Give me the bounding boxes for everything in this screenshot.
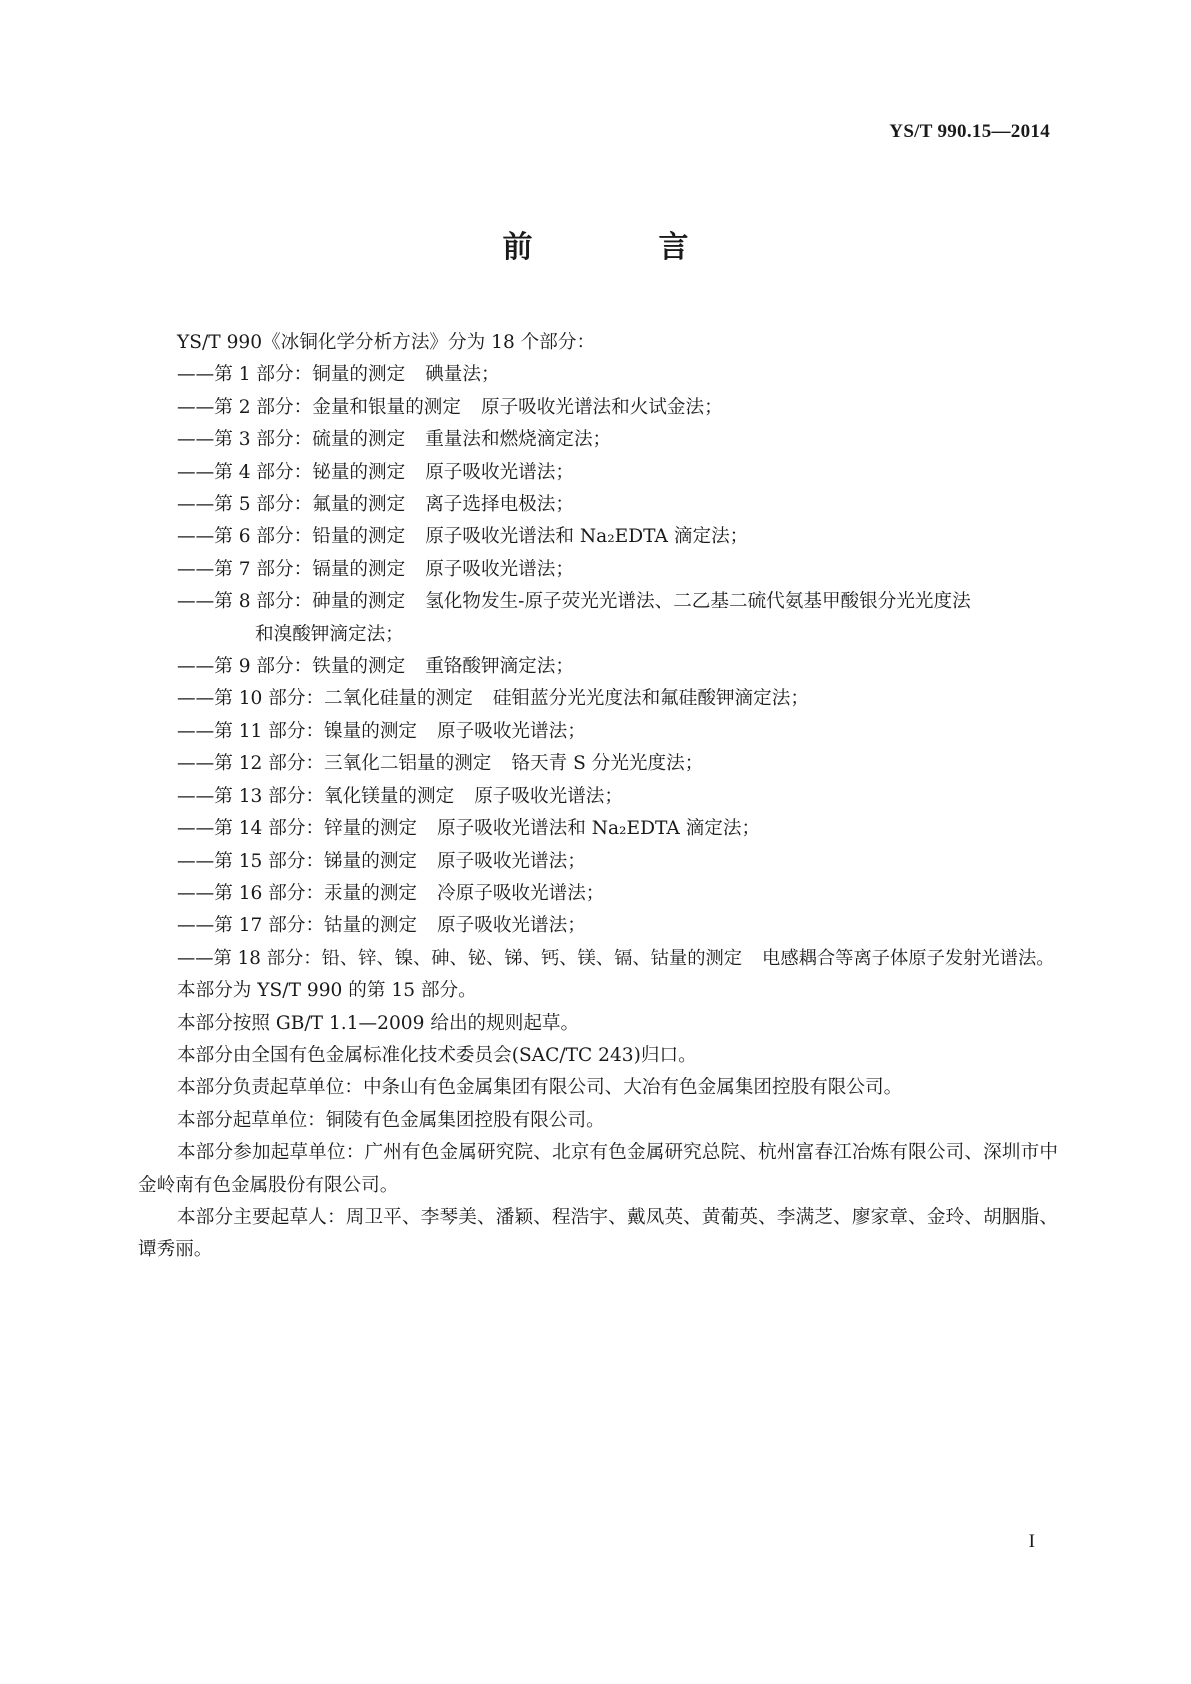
list-item [138,878,1058,910]
list-item [138,651,1058,683]
part-label: ——第 1 部分： [177,364,313,386]
part-subject: 镍量的测定 [324,720,418,742]
list-item [138,392,1058,424]
list-item [138,781,1058,813]
part-method: 原子吸收光谱法； [474,785,623,807]
list-item [138,813,1058,845]
part-label: ——第 15 部分： [177,850,325,872]
page-number: I [1028,1531,1035,1552]
part-label: ——第 2 部分： [177,396,313,418]
part-subject: 锑量的测定 [324,850,418,872]
part-method: 原子吸收光谱法和 Na₂EDTA 滴定法； [425,526,749,548]
list-item [138,683,1058,715]
part-method: 原子吸收光谱法； [425,461,574,483]
part-label: ——第 17 部分： [177,915,325,937]
this-part-paragraph: 本部分为 YS/T 990 的第 15 部分。 [177,980,477,1002]
part-label: ——第 11 部分： [177,720,325,742]
part-subject: 钴量的测定 [324,915,418,937]
part-label: ——第 7 部分： [177,558,313,580]
list-item [138,846,1058,878]
list-item [138,424,1058,456]
committee-paragraph: 本部分由全国有色金属标准化技术委员会(SAC/TC 243)归口。 [177,1044,697,1066]
part-method-continuation: 和溴酸钾滴定法； [255,623,404,645]
part-method: 原子吸收光谱法； [437,720,586,742]
part-subject: 金量和银量的测定 [312,396,461,418]
part-method: 碘量法； [425,364,500,386]
part-subject: 铜量的测定 [312,364,406,386]
list-item [138,457,1058,489]
part-label: ——第 13 部分： [177,785,325,807]
page-title: 前 言 [502,230,737,265]
part-label: ——第 9 部分： [177,656,313,678]
intro-paragraph: YS/T 990《冰铜化学分析方法》分为 18 个部分： [177,332,596,353]
part-label: ——第 10 部分： [177,688,325,710]
part-subject: 铅、锌、镍、砷、铋、锑、钙、镁、镉、钴量的测定 [321,947,743,969]
parts-list [138,359,1058,975]
part-method: 原子吸收光谱法； [437,915,586,937]
list-item [138,586,1058,651]
part-label: ——第 14 部分： [177,818,325,840]
part-subject: 砷量的测定 [312,591,406,613]
list-item [138,554,1058,586]
part-subject: 氟量的测定 [312,494,406,516]
drafting-rules-paragraph: 本部分按照 GB/T 1.1—2009 给出的规则起草。 [177,1012,580,1034]
document-code: YS/T 990.15—2014 [889,121,1050,142]
part-subject: 铅量的测定 [312,526,406,548]
responsible-units-paragraph: 本部分负责起草单位：中条山有色金属集团有限公司、大冶有色金属集团控股有限公司。 [177,1077,903,1099]
drafters-paragraph: 本部分主要起草人：周卫平、李琴美、潘颖、程浩宇、戴凤英、黄葡英、李满芝、廖家章、金玲、胡胭脂、谭秀丽。 [138,1206,1058,1261]
part-method: 重铬酸钾滴定法； [425,656,574,678]
part-label: ——第 5 部分： [177,494,313,516]
part-method: 离子选择电极法； [425,494,574,516]
part-method: 重量法和燃烧滴定法； [425,429,612,451]
part-label: ——第 18 部分： [177,947,322,969]
list-item [138,910,1058,942]
list-item [138,748,1058,780]
part-label: ——第 8 部分： [177,591,313,613]
list-item [138,489,1058,521]
list-item [138,359,1058,391]
part-method: 原子吸收光谱法和火试金法； [480,396,723,418]
part-method: 氢化物发生-原子荧光光谱法、二乙基二硫代氨基甲酸银分光光度法 [425,591,971,613]
part-subject: 铋量的测定 [312,461,406,483]
list-item [138,521,1058,553]
part-label: ——第 6 部分： [177,526,313,548]
part-label: ——第 4 部分： [177,461,313,483]
foreword-body [138,327,1058,1267]
part-method: 硅钼蓝分光光度法和氟硅酸钾滴定法； [492,688,809,710]
part-label: ——第 12 部分： [177,753,325,775]
list-item [138,716,1058,748]
part-method: 原子吸收光谱法； [425,558,574,580]
part-subject: 硫量的测定 [312,429,406,451]
part-subject: 氧化镁量的测定 [324,785,455,807]
part-subject: 汞量的测定 [324,882,418,904]
participating-units-paragraph: 本部分参加起草单位：广州有色金属研究院、北京有色金属研究总院、杭州富春江冶炼有限公司、深圳市中金岭南有色金属股份有限公司。 [138,1142,1058,1196]
part-subject: 镉量的测定 [312,558,406,580]
part-method: 原子吸收光谱法和 Na₂EDTA 滴定法； [437,818,761,840]
part-subject: 锌量的测定 [324,818,418,840]
part-method: 电感耦合等离子体原子发射光谱法。 [762,947,1055,969]
part-subject: 二氧化硅量的测定 [324,688,473,710]
list-item [138,943,1058,975]
part-label: ——第 3 部分： [177,429,313,451]
part-subject: 三氧化二铝量的测定 [324,753,492,775]
part-subject: 铁量的测定 [312,656,406,678]
part-method: 冷原子吸收光谱法； [437,882,605,904]
part-label: ——第 16 部分： [177,882,325,904]
part-method: 原子吸收光谱法； [437,850,586,872]
drafting-unit-paragraph: 本部分起草单位：铜陵有色金属集团控股有限公司。 [177,1109,605,1131]
part-method: 铬天青 S 分光光度法； [511,753,704,775]
